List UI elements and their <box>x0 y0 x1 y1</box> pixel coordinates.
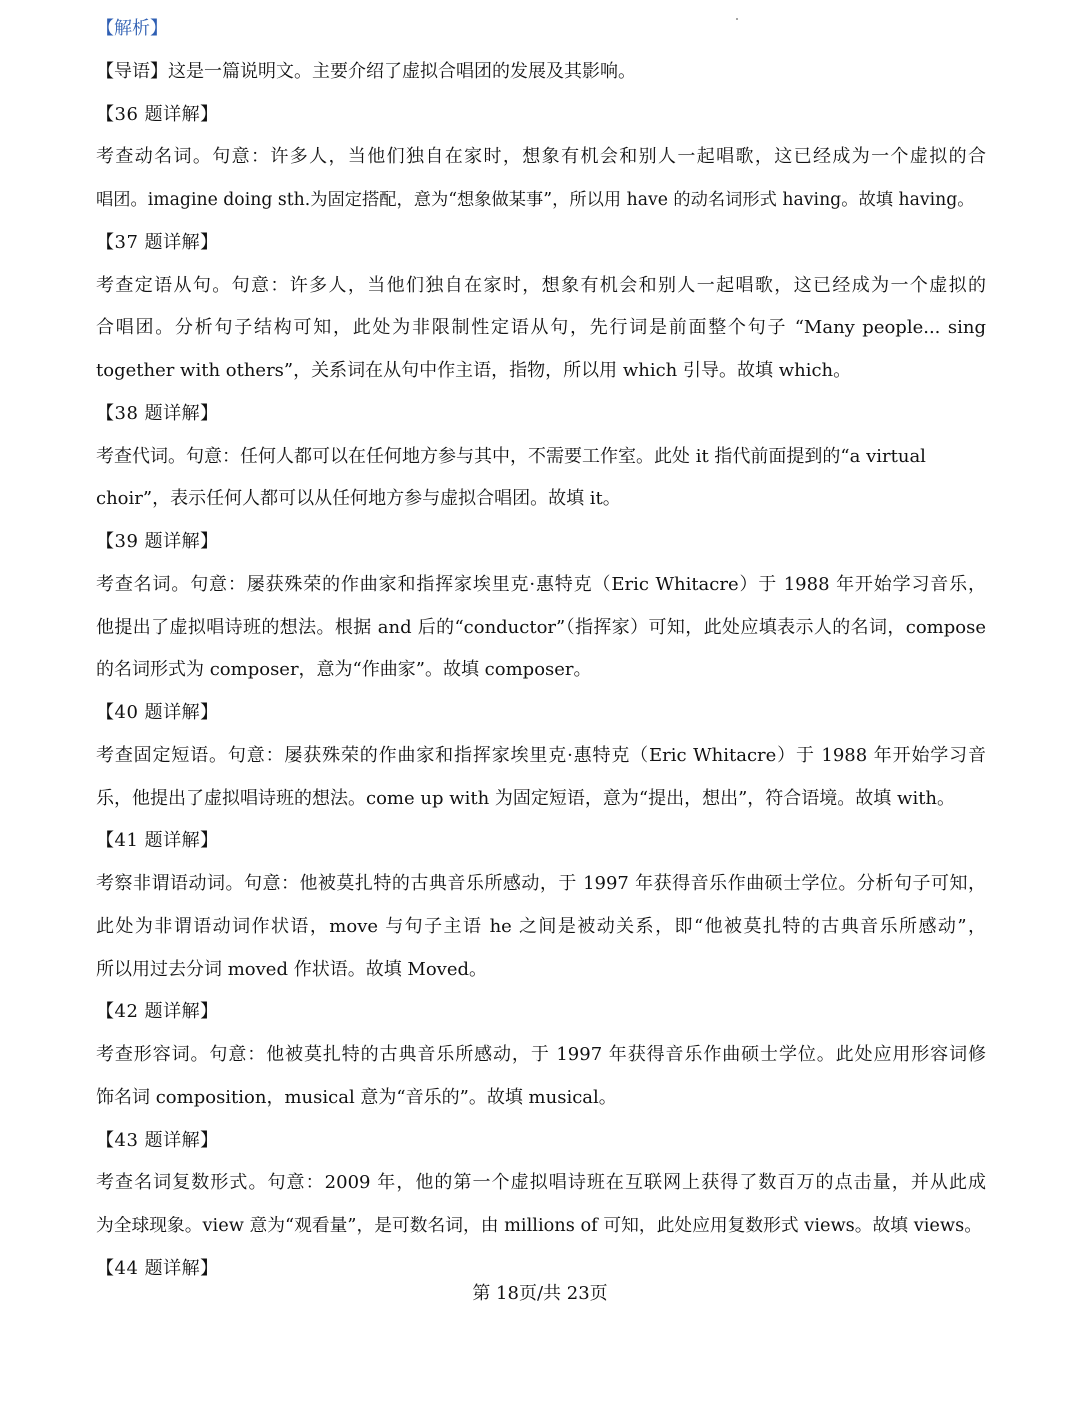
q42-heading: 【42 题详解】 <box>96 1001 219 1023</box>
q41-line-2: 此处为非谓语动词作状语，move 与句子主语 he 之间是被动关系，即“他被莫扎特的古典音乐所感动”， <box>96 915 986 937</box>
q43-heading: 【43 题详解】 <box>96 1129 219 1151</box>
q42-line-1: 考查形容词。句意：他被莫扎特的古典音乐所感动，于 1997 年获得音乐作曲硕士学位。此处应用形容词修 <box>96 1044 986 1065</box>
q37-line-2: 合唱团。分析句子结构可知，此处为非限制性定语从句，先行词是前面整个句子 “Many people... sing <box>96 317 986 339</box>
q41-heading: 【41 题详解】 <box>96 830 219 852</box>
q36-heading: 【36 题详解】 <box>96 103 219 125</box>
q37-line-3: together with others”，关系词在从句中作主语，指物，所以用 which 引导。故填 which。 <box>96 360 852 381</box>
q37-heading: 【37 题详解】 <box>96 231 219 253</box>
page-number-footer: 第 18页/共 23页 <box>472 1283 608 1304</box>
guide-text: 【导语】这是一篇说明文。主要介绍了虚拟合唱团的发展及其影响。 <box>96 60 636 82</box>
q37-line-1: 考查定语从句。句意：许多人，当他们独自在家时，想象有机会和别人一起唱歌，这已经成为一个虚拟的 <box>96 274 986 296</box>
q38-line-2: choir”，表示任何人都可以从任何地方参与虚拟合唱团。故填 it。 <box>96 488 621 510</box>
q44-heading: 【44 题详解】 <box>96 1257 219 1279</box>
q39-line-1: 考查名词。句意：屡获殊荣的作曲家和指挥家埃里克·惠特克（Eric Whitacre）于 1988 年开始学习音乐， <box>96 573 986 595</box>
q36-line-1: 考查动名词。句意：许多人，当他们独自在家时，想象有机会和别人一起唱歌，这已经成为一个虚拟的合 <box>96 146 986 168</box>
q42-line-2: 饰名词 composition，musical 意为“音乐的”。故填 musical。 <box>96 1086 617 1108</box>
q43-line-2: 为全球现象。view 意为“观看量”，是可数名词，由 millions of 可知，此处应用复数形式 views。故填 views。 <box>96 1216 982 1236</box>
q38-line-1: 考查代词。句意：任何人都可以在任何地方参与其中，不需要工作室。此处 it 指代前面提到的“a virtual <box>96 445 926 467</box>
q38-heading: 【38 题详解】 <box>96 402 219 424</box>
q36-line-2: 唱团。imagine doing sth.为固定搭配，意为“想象做某事”，所以用 have 的动名词形式 having。故填 having。 <box>96 190 975 210</box>
q39-line-3: 的名词形式为 composer，意为“作曲家”。故填 composer。 <box>96 659 592 681</box>
analysis-content <box>96 8 986 1291</box>
q40-line-1: 考查固定短语。句意：屡获殊荣的作曲家和指挥家埃里克·惠特克（Eric Whitacre）于 1988 年开始学习音 <box>96 744 986 766</box>
q41-line-1: 考察非谓语动词。句意：他被莫扎特的古典音乐所感动，于 1997 年获得音乐作曲硕士学位。分析句子可知， <box>96 873 986 894</box>
section-title: 【解析】 <box>96 18 168 39</box>
q39-heading: 【39 题详解】 <box>96 531 219 552</box>
q40-line-2: 乐，他提出了虚拟唱诗班的想法。come up with 为固定短语，意为“提出，想出”，符合语境。故填 with。 <box>96 787 956 809</box>
q43-line-1: 考查名词复数形式。句意：2009 年，他的第一个虚拟唱诗班在互联网上获得了数百万的点击量，并从此成 <box>96 1172 986 1194</box>
q41-line-3: 所以用过去分词 moved 作状语。故填 Moved。 <box>96 958 488 980</box>
q40-heading: 【40 题详解】 <box>96 702 219 723</box>
q39-line-2: 他提出了虚拟唱诗班的想法。根据 and 后的“conductor”（指挥家）可知，此处应填表示人的名词，compose <box>96 616 986 638</box>
